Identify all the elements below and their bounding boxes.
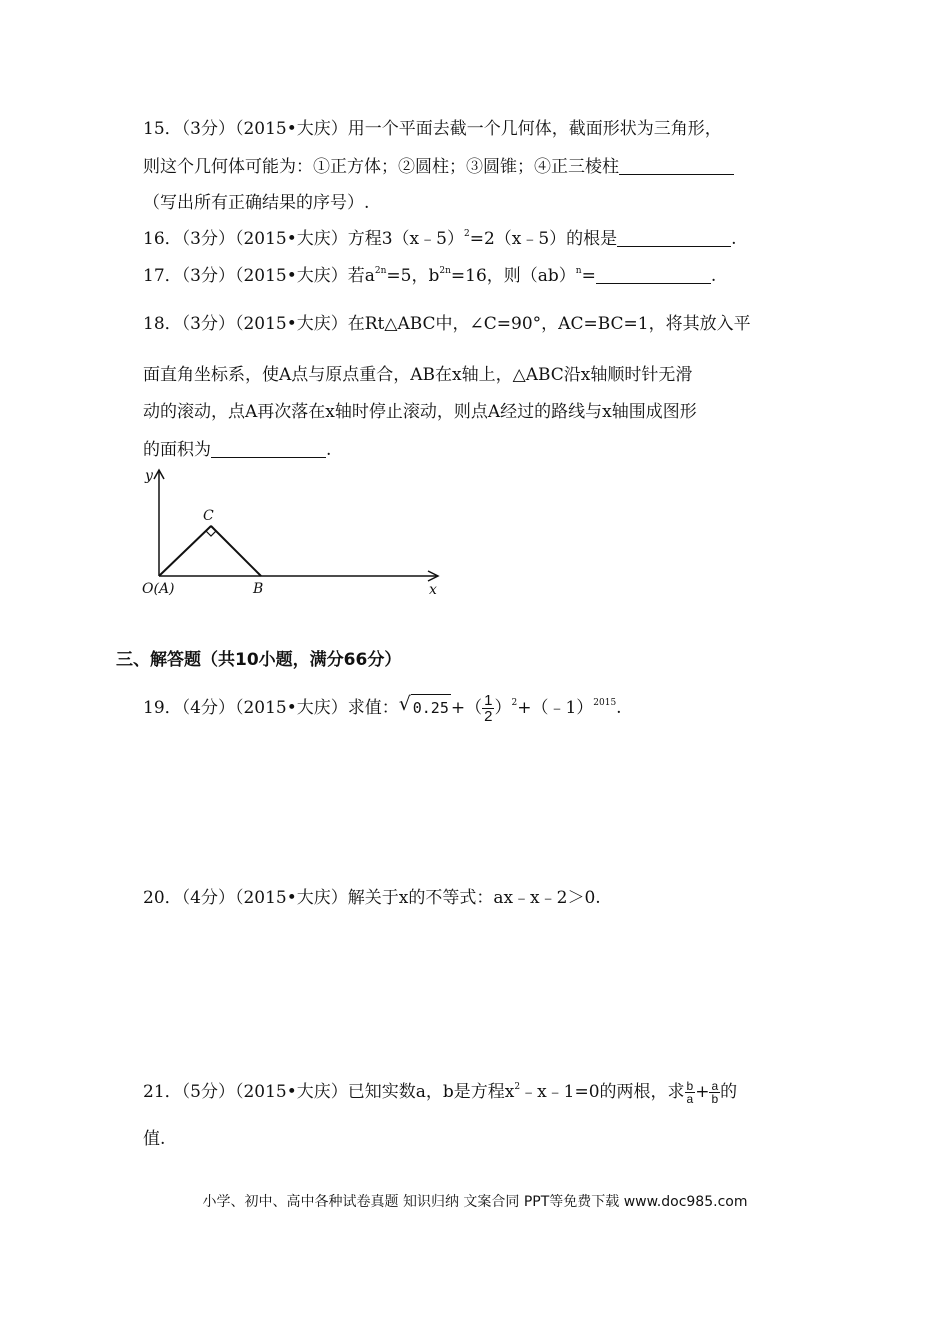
q21-pre: 21．（5分）（2015•大庆）已知实数a，b是方程x — [143, 1082, 515, 1102]
origin-label: O(A) — [142, 581, 175, 597]
fraction-a-over-b — [709, 1080, 720, 1105]
radicand: 0.25 — [411, 694, 451, 721]
sqrt-sign-icon: √ — [398, 693, 411, 715]
point-b-label: B — [253, 581, 264, 597]
q17-end: . — [710, 266, 717, 286]
q19-close: ） — [494, 698, 512, 718]
point-c-label: C — [203, 508, 214, 524]
q18-line-4-text: 的面积为 — [143, 440, 211, 460]
q17-line — [143, 265, 716, 287]
fraction-numerator: a — [711, 1079, 719, 1093]
q18-line-4 — [143, 439, 331, 461]
q17-p4: = — [581, 266, 596, 286]
q19-exp1: 2 — [511, 698, 518, 708]
q18-line-1: 18．（3分）（2015•大庆）在Rt△ABC中，∠C=90°，AC=BC=1，将其放入平 — [143, 314, 751, 334]
fraction-denominator: a — [686, 1092, 694, 1106]
q16-post: =2（x﹣5）的根是 — [469, 229, 618, 249]
q18-line-3: 动的滚动，点A再次落在x轴时停止滚动，则点A经过的路线与x轴围成图形 — [143, 402, 697, 422]
q19-line — [143, 693, 622, 729]
right-angle-mark — [206, 526, 216, 536]
answer-blank — [596, 267, 711, 284]
q21-post: 的 — [720, 1082, 738, 1102]
fraction-numerator: 1 — [484, 692, 493, 709]
q18-end: . — [326, 440, 332, 460]
sqrt-expression — [399, 694, 451, 721]
coordinate-figure — [140, 462, 450, 602]
q16-end: . — [731, 229, 737, 249]
side-ac — [159, 526, 211, 576]
q15-line-1: 15．（3分）（2015•大庆）用一个平面去截一个几何体，截面形状为三角形， — [143, 119, 722, 139]
fraction-half — [482, 693, 494, 724]
y-axis-label: y — [145, 468, 153, 484]
fraction-denominator: b — [711, 1092, 719, 1106]
q17-p3: =16，则（ab） — [450, 266, 576, 286]
q19-end: . — [616, 698, 622, 718]
q16-exp: 2 — [463, 229, 470, 239]
answer-blank — [617, 230, 731, 247]
q21-line-2: 值. — [143, 1129, 166, 1149]
q15-line-2-text: 则这个几何体可能为：①正方体；②圆柱；③圆锥；④正三棱柱 — [143, 157, 619, 177]
q15-line-2 — [143, 156, 734, 178]
fraction-b-over-a — [685, 1080, 696, 1105]
q15-line-3: （写出所有正确结果的序号）. — [143, 193, 370, 213]
q17-p1: 17．（3分）（2015•大庆）若a — [143, 266, 375, 286]
q20-line: 20．（4分）（2015•大庆）解关于x的不等式：ax﹣x﹣2＞0. — [143, 888, 601, 908]
q16-line — [143, 228, 737, 250]
q17-e3: n — [575, 266, 582, 276]
q19-plus2: +（﹣1） — [517, 698, 594, 718]
answer-blank — [619, 158, 734, 175]
answer-blank — [211, 441, 326, 458]
q19-plus1: +（ — [450, 698, 483, 718]
q19-exp2: 2015 — [593, 698, 617, 708]
side-cb — [211, 526, 261, 576]
q16-pre: 16．（3分）（2015•大庆）方程3（x﹣5） — [143, 229, 464, 249]
q21-plus: + — [695, 1082, 710, 1102]
section-heading: 三、解答题（共10小题，满分66分） — [116, 650, 402, 670]
q17-p2: =5，b — [386, 266, 440, 286]
q21-line-1 — [143, 1078, 737, 1112]
q21-exp: 2 — [514, 1082, 521, 1092]
q17-e1: 2n — [374, 266, 387, 276]
fraction-numerator: b — [686, 1079, 694, 1093]
q21-mid: ﹣x﹣1=0的两根，求 — [520, 1082, 685, 1102]
fraction-denominator: 2 — [484, 708, 493, 725]
x-axis-label: x — [429, 582, 437, 598]
q18-line-2: 面直角坐标系，使A点与原点重合，AB在x轴上，△ABC沿x轴顺时针无滑 — [143, 365, 693, 385]
q17-e2: 2n — [439, 266, 451, 276]
q19-pre: 19．（4分）（2015•大庆）求值： — [143, 698, 399, 718]
footer-text: 小学、初中、高中各种试卷真题 知识归纳 文案合同 PPT等免费下载 www.doc985.com — [202, 1194, 748, 1210]
